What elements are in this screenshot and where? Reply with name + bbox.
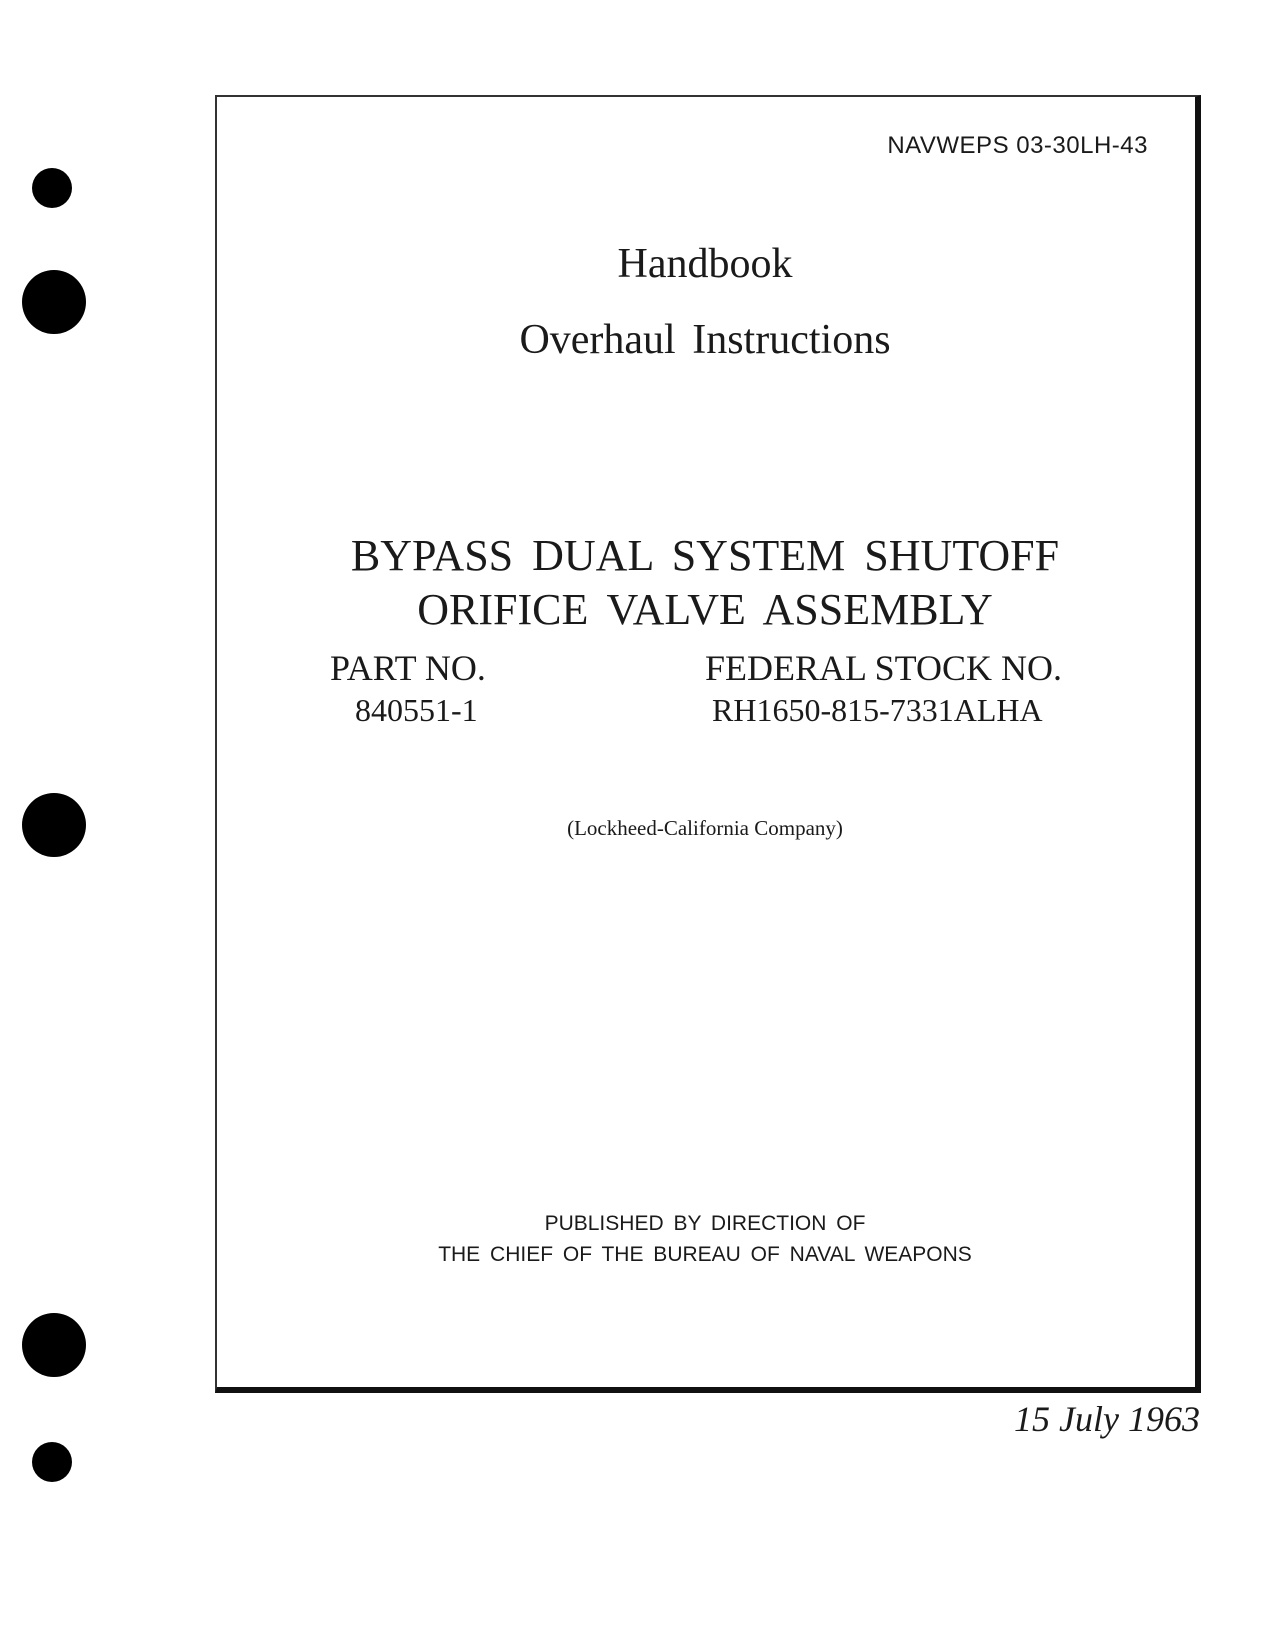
title-overhaul: Overhaul Instructions (519, 317, 891, 363)
part-value: 840551-1 (355, 692, 478, 728)
subject-line-2: ORIFICE VALVE ASSEMBLY (417, 585, 993, 634)
published-line-1: PUBLISHED BY DIRECTION OF (544, 1212, 866, 1235)
punch-hole (22, 1313, 86, 1377)
stock-value: RH1650-815-7331ALHA (712, 692, 1043, 728)
title-handbook: Handbook (617, 241, 793, 287)
publication-date: 15 July 1963 (1014, 1399, 1200, 1439)
company: (Lockheed-California Company) (567, 816, 843, 840)
document-number: NAVWEPS 03-30LH-43 (887, 132, 1148, 159)
punch-hole (22, 793, 86, 857)
page-border (215, 95, 1201, 1393)
stock-label: FEDERAL STOCK NO. (705, 648, 1063, 688)
subject-line-1: BYPASS DUAL SYSTEM SHUTOFF (350, 531, 1060, 580)
punch-hole (32, 168, 72, 208)
part-label: PART NO. (330, 648, 486, 688)
punch-hole (32, 1442, 72, 1482)
published-line-2: THE CHIEF OF THE BUREAU OF NAVAL WEAPONS (438, 1243, 972, 1266)
punch-hole (22, 270, 86, 334)
